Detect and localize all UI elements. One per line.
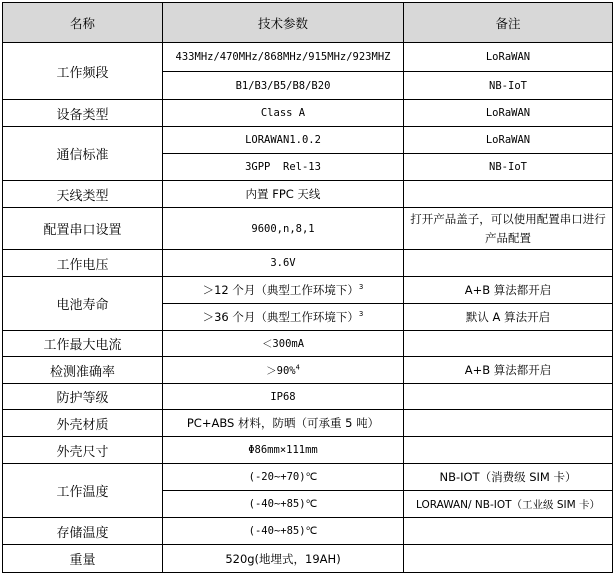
note-value [404, 250, 613, 277]
spec-value: 3GPP Rel-13 [163, 154, 404, 181]
note-value: LoRaWAN [404, 43, 613, 72]
note-value: A+B 算法都开启 [404, 357, 613, 384]
row-name: 重量 [3, 545, 163, 573]
note-value [404, 437, 613, 464]
note-value [404, 331, 613, 357]
footnote-marker: 4 [295, 363, 300, 371]
row-name: 外壳材质 [3, 410, 163, 437]
note-value: LoRaWAN [404, 127, 613, 154]
table-row [3, 410, 613, 437]
row-name: 配置串口设置 [3, 208, 163, 250]
note-value: NB-IoT [404, 72, 613, 100]
spec-text: ＞36 个月（典型工作环境下） [202, 310, 359, 324]
spec-value: IP68 [163, 384, 404, 410]
header-name: 名称 [3, 3, 163, 43]
spec-value: 内置 FPC 天线 [163, 181, 404, 208]
spec-value [163, 304, 404, 331]
spec-value: B1/B3/B5/B8/B20 [163, 72, 404, 100]
note-value [404, 181, 613, 208]
note-value [404, 410, 613, 437]
spec-value [163, 277, 404, 304]
note-value: NB-IOT（消费级 SIM 卡） [404, 464, 613, 491]
row-name: 防护等级 [3, 384, 163, 410]
header-spec: 技术参数 [163, 3, 404, 43]
table-row [3, 277, 613, 304]
spec-value: 3.6V [163, 250, 404, 277]
spec-value: 433MHz/470MHz/868MHz/915MHz/923MHZ [163, 43, 404, 72]
spec-value: Φ86mm×111mm [163, 437, 404, 464]
row-name: 设备类型 [3, 100, 163, 127]
table-row [3, 181, 613, 208]
row-name: 通信标准 [3, 127, 163, 181]
table-row [3, 250, 613, 277]
spec-value [163, 357, 404, 384]
spec-text: ＞12 个月（典型工作环境下） [202, 283, 359, 297]
row-name: 工作最大电流 [3, 331, 163, 357]
spec-text: ＞90% [266, 364, 296, 377]
table-header-row [3, 3, 613, 43]
spec-value: (-40~+85)℃ [163, 491, 404, 518]
row-name: 外壳尺寸 [3, 437, 163, 464]
table-row [3, 208, 613, 250]
row-name: 工作温度 [3, 464, 163, 518]
note-value: LoRaWAN [404, 100, 613, 127]
table-row [3, 331, 613, 357]
row-name: 工作频段 [3, 43, 163, 100]
table-row [3, 545, 613, 573]
note-value: 默认 A 算法开启 [404, 304, 613, 331]
spec-value: 9600,n,8,1 [163, 208, 404, 250]
note-value [404, 518, 613, 545]
spec-value: LORAWAN1.0.2 [163, 127, 404, 154]
note-value: A+B 算法都开启 [404, 277, 613, 304]
spec-value: ＜300mA [163, 331, 404, 357]
table-row [3, 100, 613, 127]
note-value: 打开产品盖子，可以使用配置串口进行产品配置 [404, 208, 613, 250]
spec-value: 520g(地埋式，19AH) [163, 545, 404, 573]
spec-value: Class A [163, 100, 404, 127]
header-note: 备注 [404, 3, 613, 43]
note-value [404, 545, 613, 573]
footnote-marker: 3 [358, 310, 364, 319]
note-value: NB-IoT [404, 154, 613, 181]
row-name: 工作电压 [3, 250, 163, 277]
table-row [3, 43, 613, 72]
table-row [3, 384, 613, 410]
table-row [3, 357, 613, 384]
spec-value: PC+ABS 材料，防晒（可承重 5 吨） [163, 410, 404, 437]
spec-value: (-20~+70)℃ [163, 464, 404, 491]
table-row [3, 437, 613, 464]
row-name: 检测准确率 [3, 357, 163, 384]
table-row [3, 464, 613, 491]
spec-value: (-40~+85)℃ [163, 518, 404, 545]
note-value [404, 384, 613, 410]
note-value: LORAWAN/ NB-IOT（工业级 SIM 卡） [404, 491, 613, 518]
row-name: 天线类型 [3, 181, 163, 208]
footnote-marker: 3 [358, 283, 364, 292]
table-row [3, 518, 613, 545]
table-row [3, 127, 613, 154]
row-name: 电池寿命 [3, 277, 163, 331]
row-name: 存储温度 [3, 518, 163, 545]
spec-table [2, 2, 613, 573]
